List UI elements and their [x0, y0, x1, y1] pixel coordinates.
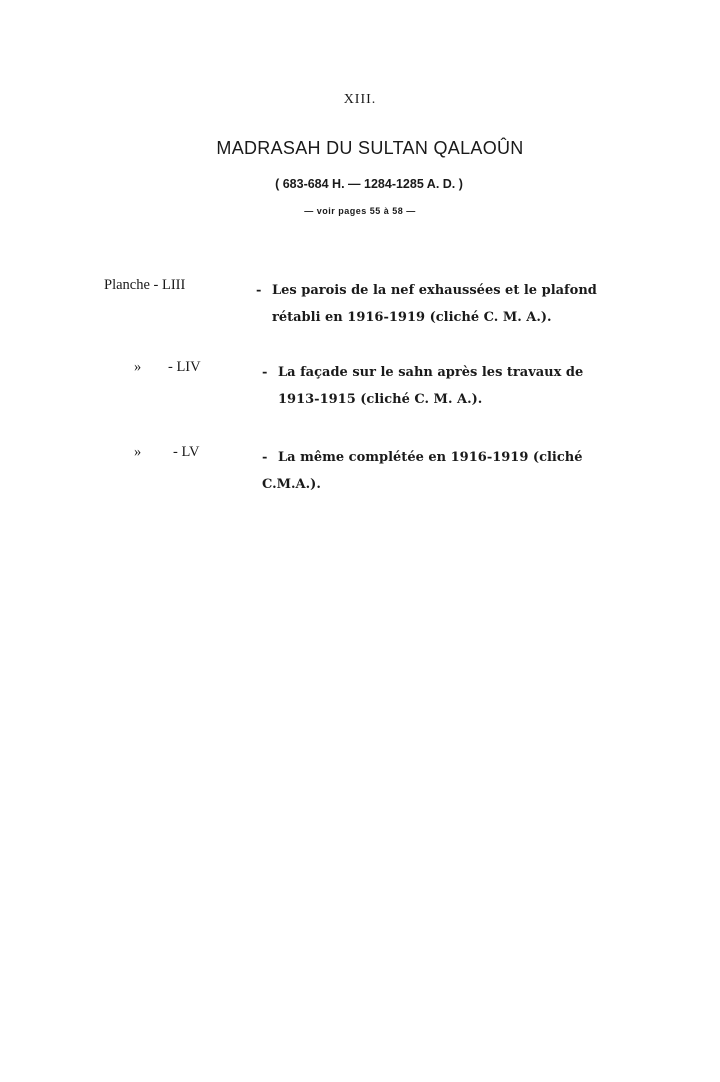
plate-description	[256, 277, 632, 331]
description-line: La façade sur le sahn après les travaux de	[278, 365, 584, 380]
ditto-mark: »	[134, 359, 142, 375]
entry-dash: -	[262, 365, 268, 380]
page-reference: — voir pages 55 à 58 —	[304, 206, 416, 216]
plate-word: Planche	[104, 277, 150, 293]
section-number: XIII.	[343, 92, 377, 107]
plate-description	[262, 359, 630, 413]
ditto-mark: »	[134, 444, 142, 460]
entry-dash: -	[256, 283, 262, 298]
plate-description	[262, 444, 634, 498]
entry-dash: -	[262, 450, 268, 465]
description-line: rétabli en 1916-1919 (cliché C. M. A.).	[272, 310, 552, 325]
description-line: La même complétée en 1916-1919 (cliché C.M.A.).	[262, 450, 583, 492]
plate-label	[104, 277, 185, 294]
description-line: Les parois de la nef exhaussées et le plafond	[272, 283, 597, 298]
date-range: ( 683-684 H. — 1284-1285 A. D. )	[275, 177, 463, 191]
description-line: 1913-1915 (cliché C. M. A.).	[278, 392, 483, 407]
page-title: MADRASAH DU SULTAN QALAOÛN	[216, 138, 524, 158]
plate-number: - LIII	[153, 277, 186, 293]
plate-number: - LV	[173, 444, 200, 460]
plate-number: - LIV	[168, 359, 201, 375]
